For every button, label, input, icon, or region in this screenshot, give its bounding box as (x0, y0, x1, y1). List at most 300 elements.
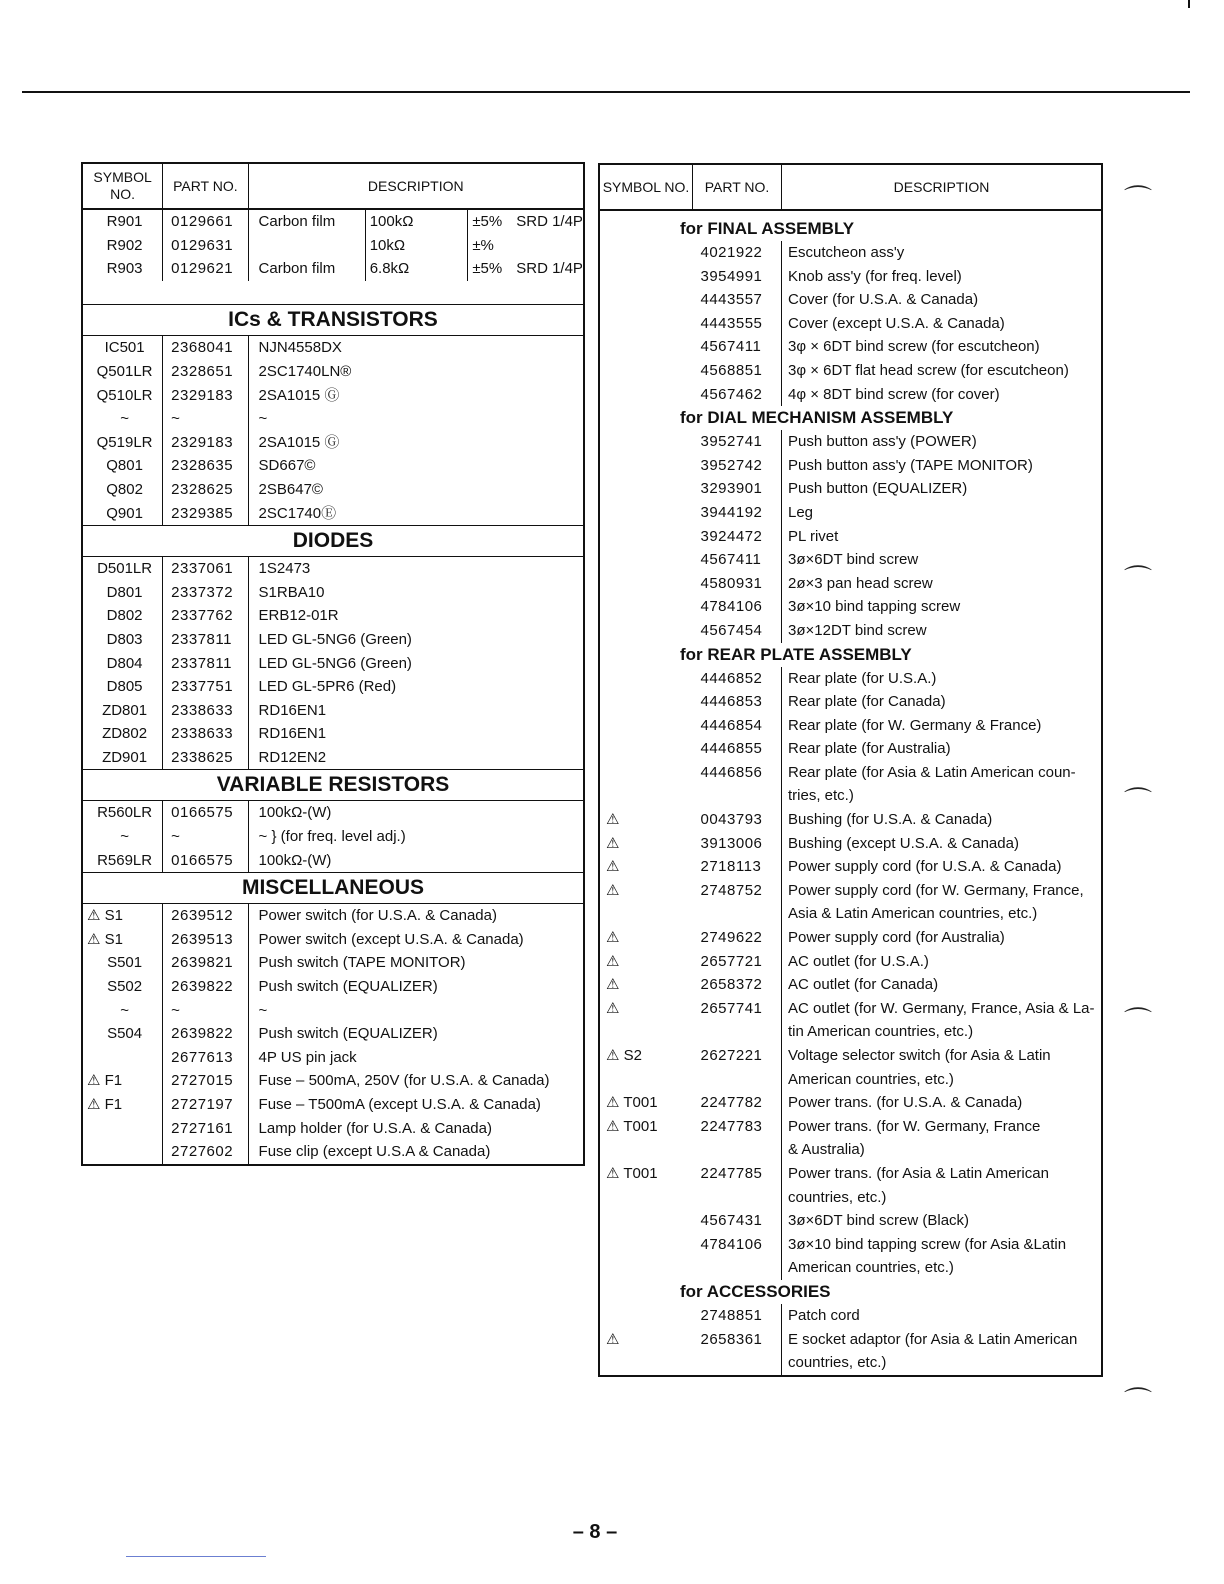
description-cell: Carbon film (248, 257, 365, 281)
description-cell: Push button ass'y (TAPE MONITOR) (782, 454, 1103, 478)
symbol-cell (599, 288, 693, 312)
table-row (82, 384, 584, 408)
symbol-cell: ⚠ (606, 811, 620, 829)
symbol-cell: IC501 (104, 339, 145, 357)
description-cell: Knob ass'y (for freq. level) (782, 265, 1103, 289)
description-cell: 3ø×6DT bind screw (782, 548, 1103, 572)
parts-table-right (598, 163, 1103, 1377)
table-row (599, 714, 1102, 738)
margin-mark: ⌒ (1124, 564, 1153, 595)
part-cell (693, 1351, 782, 1376)
description-cell: ~ (248, 999, 584, 1023)
part-cell: 0166575 (163, 801, 248, 825)
table-row (599, 737, 1102, 761)
table-row (82, 699, 584, 723)
description-cell: RD16EN1 (248, 699, 584, 723)
symbol-cell: R569LR (97, 851, 153, 869)
resistor-type-text: SRD 1/4P (516, 260, 583, 278)
part-cell: 4580931 (700, 574, 763, 592)
part-cell: 3952742 (700, 456, 763, 474)
part-cell: 2328635 (163, 454, 248, 478)
table-row (82, 951, 584, 975)
table-row (599, 1115, 1102, 1139)
value-cell: 10kΩ (365, 234, 468, 258)
type-cell (468, 234, 584, 258)
part-cell (693, 1068, 782, 1092)
symbol-cell (599, 902, 693, 926)
table-row (599, 784, 1102, 808)
section-title: DIODES (82, 526, 584, 557)
description-cell: 2SA1015 Ⓖ (248, 384, 584, 408)
table-row (82, 1117, 584, 1141)
part-cell: 4567411 (700, 551, 762, 569)
group-header (599, 1280, 1102, 1304)
table-row (599, 1304, 1102, 1328)
description-cell: 3ø×10 bind tapping screw (782, 595, 1103, 619)
table-row (82, 975, 584, 999)
group-header (599, 406, 1102, 430)
symbol-cell (599, 737, 693, 761)
group-title: for ACCESSORIES (680, 1281, 831, 1301)
symbol-cell: Q801 (106, 457, 143, 475)
part-cell: 2328651 (163, 360, 248, 384)
table-row (599, 1162, 1102, 1186)
table-row (82, 825, 584, 849)
part-cell: 2338625 (163, 746, 248, 770)
table-row (82, 454, 584, 478)
symbol-cell: ⚠ (606, 929, 620, 947)
part-cell: 0129621 (163, 257, 248, 281)
part-cell: 2329183 (163, 431, 248, 455)
table-row (82, 1140, 584, 1165)
symbol-cell (599, 1068, 693, 1092)
part-cell: 3954991 (700, 267, 763, 285)
symbol-cell: ZD802 (102, 725, 148, 743)
part-cell: 4446856 (700, 763, 763, 781)
spacer-cell (82, 281, 584, 305)
part-cell: 3913006 (700, 834, 763, 852)
description-cell: Asia & Latin American countries, etc.) (782, 902, 1103, 926)
table-row (82, 257, 584, 281)
symbol-cell (599, 548, 693, 572)
part-cell (693, 784, 782, 808)
description-cell: AC outlet (for U.S.A.) (782, 950, 1103, 974)
table-row (82, 502, 584, 526)
table-row (82, 360, 584, 384)
table-row (599, 430, 1102, 454)
part-cell: 2337751 (163, 675, 248, 699)
symbol-cell (599, 1351, 693, 1376)
description-cell: & Australia) (782, 1138, 1103, 1162)
table-row (82, 478, 584, 502)
symbol-cell: D801 (106, 583, 143, 601)
description-cell: 2ø×3 pan head screw (782, 572, 1103, 596)
symbol-cell: R903 (106, 260, 143, 278)
description-cell: Leg (782, 501, 1103, 525)
symbol-cell: Q501LR (96, 362, 153, 380)
table-row (599, 926, 1102, 950)
part-cell: 2748851 (700, 1306, 763, 1324)
symbol-cell (599, 454, 693, 478)
part-cell: 3293901 (700, 480, 763, 498)
description-cell: ~ } (for freq. level adj.) (248, 825, 584, 849)
header-symbol: SYMBOL NO. (599, 164, 693, 210)
value-cell: 6.8kΩ (365, 257, 468, 281)
header-part-no: PART NO. (163, 163, 248, 209)
part-cell: 4446854 (700, 716, 763, 734)
part-cell: 4567454 (700, 621, 763, 639)
table-row (82, 1046, 584, 1070)
symbol-cell (599, 1256, 693, 1280)
footer-underline (126, 1556, 266, 1557)
part-cell: 4021922 (700, 244, 763, 261)
symbol-cell (599, 1304, 693, 1328)
description-cell: Push button (EQUALIZER) (782, 477, 1103, 501)
part-cell: 0129631 (163, 234, 248, 258)
table-row (82, 431, 584, 455)
part-cell: 2338633 (163, 722, 248, 746)
section-title: VARIABLE RESISTORS (82, 770, 584, 801)
part-cell (693, 1256, 782, 1280)
symbol-cell (82, 1046, 163, 1070)
symbol-cell: ⚠ (606, 881, 620, 899)
table-row (599, 1044, 1102, 1068)
group-title: for REAR PLATE ASSEMBLY (680, 644, 912, 664)
table-row (599, 1068, 1102, 1092)
table-row (599, 690, 1102, 714)
table-row (599, 525, 1102, 549)
symbol-cell: ⚠ (606, 999, 620, 1017)
description-cell: AC outlet (for Canada) (782, 973, 1103, 997)
table-row (599, 572, 1102, 596)
symbol-cell (599, 1209, 693, 1233)
symbol-cell: ⚠ S2 (606, 1047, 642, 1064)
symbol-cell: ~ (120, 828, 129, 846)
description-cell: Cover (for U.S.A. & Canada) (782, 288, 1103, 312)
part-cell: 2247785 (700, 1164, 763, 1182)
section-title: ICs & TRANSISTORS (82, 305, 584, 336)
part-cell: 0129661 (163, 209, 248, 234)
table-row (599, 477, 1102, 501)
top-rule (22, 91, 1190, 93)
part-cell: 2329183 (163, 384, 248, 408)
part-cell: 2247782 (700, 1094, 763, 1112)
part-cell: 2329385 (163, 502, 248, 526)
symbol-cell: D501LR (97, 560, 153, 578)
description-cell: Push button ass'y (POWER) (782, 430, 1103, 454)
symbol-cell: ⚠ T001 (606, 1117, 658, 1135)
description-cell (248, 234, 365, 258)
group-header (599, 210, 1102, 241)
part-cell: 4443557 (700, 291, 763, 309)
symbol-cell: S501 (107, 954, 143, 972)
symbol-cell (599, 690, 693, 714)
table-row (599, 1328, 1102, 1352)
table-row (82, 557, 584, 581)
symbol-cell (599, 335, 693, 359)
table-row (599, 832, 1102, 856)
description-cell: Push switch (TAPE MONITOR) (248, 951, 584, 975)
part-cell (693, 1138, 782, 1162)
description-cell: 2SA1015 Ⓖ (248, 431, 584, 455)
part-cell: 2337061 (163, 557, 248, 581)
description-cell: Power supply cord (for U.S.A. & Canada) (782, 855, 1103, 879)
table-row (599, 1020, 1102, 1044)
symbol-cell (599, 430, 693, 454)
description-cell: Voltage selector switch (for Asia & Latin (782, 1044, 1103, 1068)
table-row (82, 1022, 584, 1046)
symbol-cell (599, 312, 693, 336)
symbol-cell: ~ (120, 410, 129, 428)
description-cell: ~ (248, 407, 584, 431)
symbol-cell (82, 1140, 163, 1165)
description-cell: Power switch (for U.S.A. & Canada) (248, 904, 584, 928)
header-symbol: SYMBOL NO. (82, 163, 163, 209)
description-cell: Carbon film (248, 209, 365, 234)
part-cell: 4784106 (700, 598, 763, 616)
table-row (599, 501, 1102, 525)
description-cell: SD667© (248, 454, 584, 478)
table-row (82, 1069, 584, 1093)
table-row (599, 1256, 1102, 1280)
symbol-cell (599, 359, 693, 383)
table-row (599, 312, 1102, 336)
part-cell: 2749622 (700, 929, 763, 947)
part-cell: 2328625 (163, 478, 248, 502)
header-description: DESCRIPTION (782, 164, 1103, 210)
part-cell: 2627221 (700, 1047, 763, 1064)
table-row (82, 652, 584, 676)
part-cell: 2337811 (163, 628, 248, 652)
table-row (599, 997, 1102, 1021)
description-cell: LED GL-5PR6 (Red) (248, 675, 584, 699)
description-cell: LED GL-5NG6 (Green) (248, 652, 584, 676)
description-cell: Escutcheon ass'y (782, 241, 1103, 265)
symbol-cell: ⚠ (606, 834, 620, 852)
margin-mark: ⌒ (1124, 1006, 1153, 1037)
description-cell: 3ø×6DT bind screw (Black) (782, 1209, 1103, 1233)
header-description: DESCRIPTION (248, 163, 584, 209)
description-cell: American countries, etc.) (782, 1256, 1103, 1280)
part-cell: 2247783 (700, 1117, 763, 1135)
resistor-type-text (494, 237, 508, 254)
table-row (82, 581, 584, 605)
part-cell: 2727602 (163, 1140, 248, 1165)
description-cell: Rear plate (for Australia) (782, 737, 1103, 761)
symbol-cell: ⚠ F1 (87, 1072, 123, 1090)
description-cell: Power trans. (for W. Germany, France (782, 1115, 1103, 1139)
description-cell: Rear plate (for Asia & Latin American coun- (782, 761, 1103, 785)
symbol-cell (599, 1233, 693, 1257)
symbol-cell (599, 383, 693, 407)
margin-mark: ⌒ (1124, 786, 1153, 817)
symbol-cell: ⚠ S1 (87, 907, 123, 925)
symbol-cell: ⚠ F1 (87, 1096, 123, 1113)
description-cell: 3φ × 6DT flat head screw (for escutcheon) (782, 359, 1103, 383)
symbol-cell (599, 784, 693, 808)
part-cell (693, 1020, 782, 1044)
description-cell: Push switch (EQUALIZER) (248, 1022, 584, 1046)
symbol-cell: Q510LR (96, 386, 153, 404)
symbol-cell (599, 667, 693, 691)
description-cell: NJN4558DX (248, 336, 584, 360)
table-row (599, 879, 1102, 903)
description-cell: 2SB647© (248, 478, 584, 502)
part-cell: 4567431 (700, 1212, 763, 1230)
symbol-cell (599, 241, 693, 265)
table-row (82, 746, 584, 770)
part-cell (693, 1186, 782, 1210)
part-cell: 3944192 (700, 503, 763, 521)
table-row (82, 904, 584, 928)
resistor-type-text: SRD 1/4P (516, 213, 583, 230)
symbol-cell (599, 714, 693, 738)
description-cell: 2SC1740LN® (248, 360, 584, 384)
symbol-cell (599, 1138, 693, 1162)
section-header (82, 305, 584, 336)
part-cell: 2727015 (163, 1069, 248, 1093)
symbol-cell (599, 619, 693, 643)
part-cell: 2727197 (163, 1093, 248, 1117)
description-cell: 1S2473 (248, 557, 584, 581)
table-row (599, 1186, 1102, 1210)
symbol-cell (599, 1186, 693, 1210)
description-cell: 100kΩ-(W) (248, 849, 584, 873)
symbol-cell: D805 (106, 678, 143, 696)
description-cell: PL rivet (782, 525, 1103, 549)
table-row (82, 336, 584, 360)
spacer-row (82, 281, 584, 305)
description-cell: Fuse – 500mA, 250V (for U.S.A. & Canada) (248, 1069, 584, 1093)
symbol-cell: ⚠ T001 (606, 1164, 658, 1182)
group-header (599, 643, 1102, 667)
page-number: – 8 – (572, 1521, 618, 1543)
symbol-cell (599, 265, 693, 289)
description-cell: Rear plate (for Canada) (782, 690, 1103, 714)
part-cell: 4446853 (700, 693, 763, 711)
table-row (82, 849, 584, 873)
symbol-cell (599, 572, 693, 596)
description-cell: 2SC1740Ⓔ (248, 502, 584, 526)
table-row (599, 1209, 1102, 1233)
table-row (82, 407, 584, 431)
margin-mark: ⌒ (1124, 1386, 1153, 1417)
part-cell: 2338633 (163, 699, 248, 723)
description-cell: 100kΩ-(W) (248, 801, 584, 825)
part-cell: 4443555 (700, 314, 763, 332)
symbol-cell: Q802 (106, 480, 143, 498)
description-cell: Power supply cord (for W. Germany, France, (782, 879, 1103, 903)
symbol-cell: D802 (106, 607, 143, 625)
description-cell: countries, etc.) (782, 1186, 1103, 1210)
table-row (82, 234, 584, 258)
symbol-cell (599, 595, 693, 619)
table-row (599, 383, 1102, 407)
part-cell: 2639822 (163, 975, 248, 999)
description-cell: Power trans. (for Asia & Latin American (782, 1162, 1103, 1186)
part-cell (693, 902, 782, 926)
section-header (82, 770, 584, 801)
part-cell: 2677613 (163, 1046, 248, 1070)
table-row (82, 209, 584, 234)
description-cell: Bushing (except U.S.A. & Canada) (782, 832, 1103, 856)
table-row (599, 359, 1102, 383)
symbol-cell: ZD901 (102, 748, 148, 766)
value-cell: 100kΩ (365, 209, 468, 234)
symbol-cell: ⚠ S1 (87, 930, 123, 948)
description-cell: Rear plate (for U.S.A.) (782, 667, 1103, 691)
group-title: for DIAL MECHANISM ASSEMBLY (680, 408, 954, 428)
table-row (82, 1093, 584, 1117)
description-cell: Lamp holder (for U.S.A. & Canada) (248, 1117, 584, 1141)
part-cell: 2748752 (700, 881, 763, 899)
table-row (599, 973, 1102, 997)
section-header (82, 873, 584, 904)
description-cell: 4φ × 8DT bind screw (for cover) (782, 383, 1103, 407)
symbol-cell (599, 501, 693, 525)
part-cell: 4446852 (700, 669, 763, 687)
part-cell: 3924472 (700, 527, 763, 545)
symbol-cell (599, 525, 693, 549)
table-row (599, 595, 1102, 619)
symbol-cell: Q901 (106, 504, 143, 522)
part-cell: 0043793 (700, 811, 763, 829)
description-cell: Fuse clip (except U.S.A & Canada) (248, 1140, 584, 1165)
part-cell: 2657741 (700, 999, 763, 1017)
description-cell: 3ø×12DT bind screw (782, 619, 1103, 643)
table-row (599, 619, 1102, 643)
type-cell (468, 209, 584, 234)
table-row (82, 928, 584, 952)
description-cell: ERB12-01R (248, 604, 584, 628)
description-cell: American countries, etc.) (782, 1068, 1103, 1092)
description-cell: Power supply cord (for Australia) (782, 926, 1103, 950)
part-cell: ~ (163, 407, 248, 431)
type-cell (468, 257, 584, 281)
description-cell: Power trans. (for U.S.A. & Canada) (782, 1091, 1103, 1115)
description-cell: Power switch (except U.S.A. & Canada) (248, 928, 584, 952)
symbol-cell: ⚠ (606, 976, 620, 994)
symbol-cell: R901 (106, 213, 143, 230)
description-cell: 3ø×10 bind tapping screw (for Asia &Latin (782, 1233, 1103, 1257)
symbol-cell: Q519LR (96, 433, 153, 451)
table-row (599, 288, 1102, 312)
part-cell: 2658361 (700, 1330, 763, 1348)
description-cell: AC outlet (for W. Germany, France, Asia & La- (782, 997, 1103, 1021)
header-part-no: PART NO. (693, 164, 782, 210)
table-row (82, 675, 584, 699)
symbol-cell: ~ (120, 1001, 129, 1019)
part-cell: 4568851 (700, 361, 763, 379)
description-cell: Bushing (for U.S.A. & Canada) (782, 808, 1103, 832)
description-cell: countries, etc.) (782, 1351, 1103, 1376)
table-row (599, 548, 1102, 572)
section-header (82, 526, 584, 557)
symbol-cell: R902 (106, 236, 143, 254)
parts-table-left (81, 162, 585, 1166)
description-cell: E socket adaptor (for Asia & Latin American (782, 1328, 1103, 1352)
part-cell: 4784106 (700, 1235, 763, 1253)
tolerance-text: ±5% (472, 260, 503, 278)
part-cell: 2368041 (163, 336, 248, 360)
description-cell: 4P US pin jack (248, 1046, 584, 1070)
section-title: MISCELLANEOUS (82, 873, 584, 904)
table-row (82, 801, 584, 825)
part-cell: 4567411 (700, 338, 762, 356)
symbol-cell: S504 (107, 1025, 143, 1043)
table-row (599, 1351, 1102, 1376)
table-row (599, 241, 1102, 265)
